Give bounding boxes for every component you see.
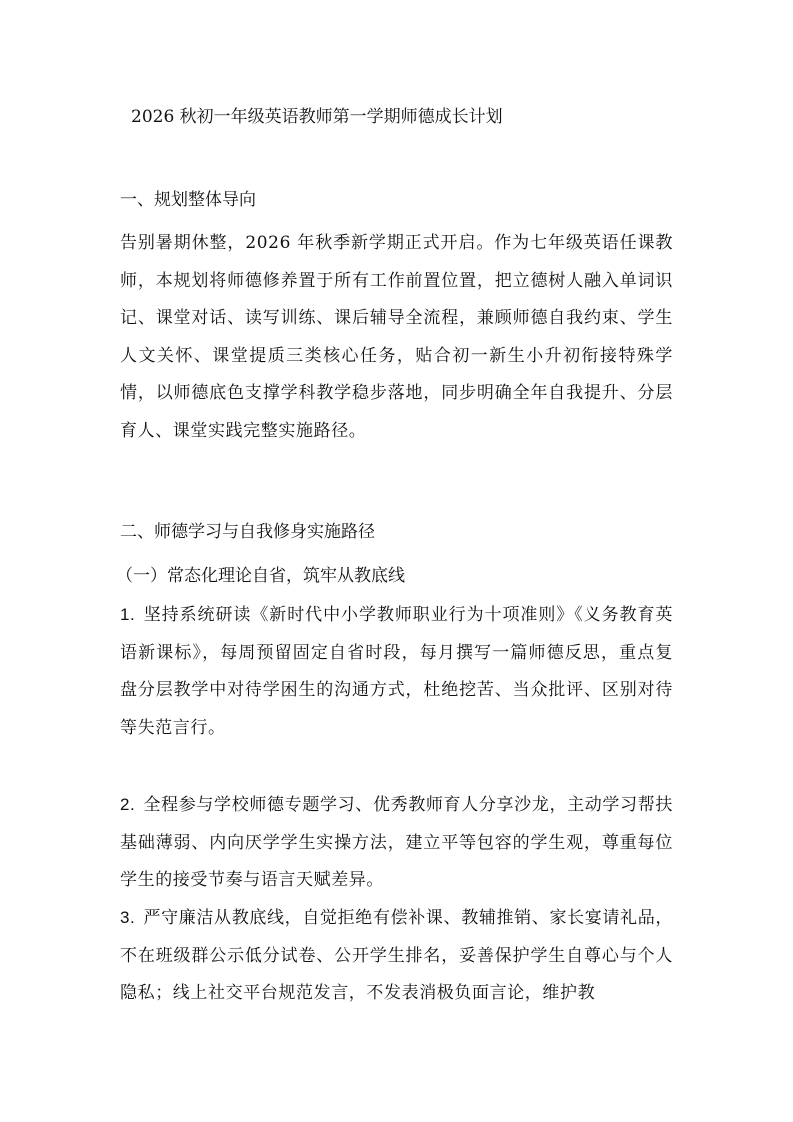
- section-paragraph-overall-orientation: 告别暑期休整，2026 年秋季新学期正式开启。作为七年级英语任课教师，本规划将师德修养置于所有工作前置位置，把立德树人融入单词识记、课堂对话、读写训练、课后辅导全流程，兼顾师德自我约束、学生人文关怀、课堂提质三类核心任务，贴合初一新生小升初衔接特殊学情，以师德底色支撑学科教学稳步落地，同步明确全年自我提升、分层育人、课堂实践完整实施路径。: [120, 233, 673, 441]
- list-item-text: 坚持系统研读《新时代中小学教师职业行为十项准则》《义务教育英语新课标》，每周预留固定自省时段，每月撰写一篇师德反思，重点复盘分层教学中对待学困生的沟通方式，杜绝挖苦、当众批评、区别对待等失范言行。: [120, 605, 673, 738]
- list-item-text: 全程参与学校师德专题学习、优秀教师育人分享沙龙，主动学习帮扶基础薄弱、内向厌学学生实操方法，建立平等包容的学生观，尊重每位学生的接受节奏与语言天赋差异。: [120, 795, 673, 891]
- section-heading-overall-orientation: 一、规划整体导向: [120, 190, 256, 210]
- document-title: 2026 秋初一年级英语教师第一学期师德成长计划: [131, 107, 503, 127]
- subsection-heading-theory-reflection: （一）常态化理论自省，筑牢从教底线: [116, 566, 405, 586]
- list-item-number: 1.: [120, 605, 136, 624]
- list-item: [120, 596, 673, 747]
- list-item-text: 严守廉洁从教底线，自觉拒绝有偿补课、教辅推销、家长宴请礼品，不在班级群公示低分试卷、公开学生排名，妥善保护学生自尊心与个人隐私；线上社交平台规范发言，不发表消极负面言论，维护教: [120, 908, 673, 1004]
- section-heading-ethics-study: 二、师德学习与自我修身实施路径: [120, 522, 375, 542]
- list-item: [120, 899, 673, 1013]
- list-item: [120, 786, 673, 900]
- list-item-number: 2.: [120, 795, 136, 814]
- list-item-number: 3.: [120, 908, 136, 927]
